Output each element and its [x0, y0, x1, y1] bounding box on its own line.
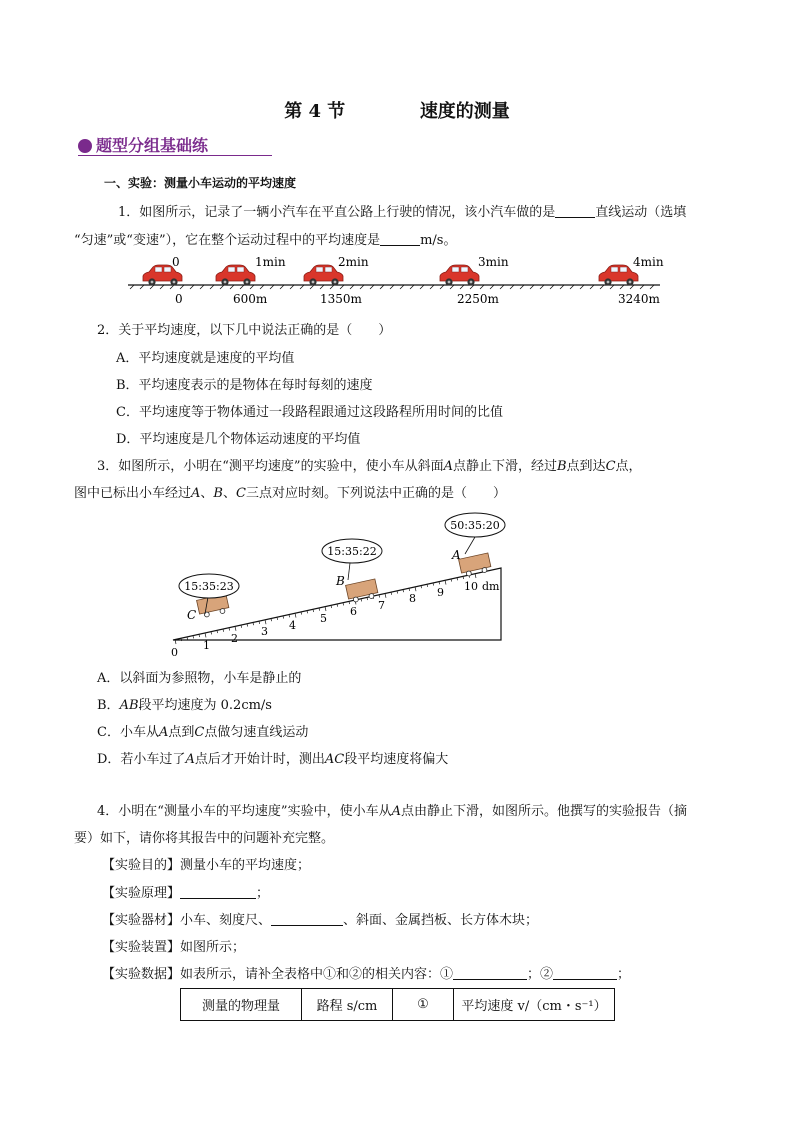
page-title [0, 97, 794, 123]
q3-text: 点， [615, 459, 642, 474]
ruler-tick-label: 7 [378, 599, 385, 612]
ruler-tick-label: 1 [203, 639, 210, 652]
table-header-cell: 测量的物理量 [181, 989, 302, 1021]
q3-text: 段平均速度将偏大 [344, 752, 449, 767]
subsection-heading: 一、实验：测量小车运动的平均速度 [104, 176, 297, 190]
q3-point-a: A [443, 459, 453, 474]
time-label: 4min [633, 255, 664, 269]
clock-time-a: 50:35:20 [450, 519, 500, 532]
clock-time-c: 15:35:23 [184, 580, 234, 593]
ruler-unit: dm [482, 580, 500, 593]
q2-option-c: C．平均速度等于物体通过一段路程跟通过这段路程所用时间的比值 [116, 405, 503, 420]
q3-line2 [74, 482, 506, 501]
ruler-tick-label: 3 [261, 625, 268, 638]
q4-text: ；② [527, 967, 554, 982]
q1-text-4: m/s。 [420, 233, 457, 248]
q3-line1 [97, 455, 642, 474]
q1-text-1: 1．如图所示，记录了一辆小汽车在平直公路上行驶的情况，该小汽车做的是 [118, 205, 556, 220]
q4-text: ； [256, 886, 270, 901]
q3-segment-ac: AC [324, 752, 345, 767]
q2-option-b: B．平均速度表示的是物体在每时每刻的速度 [116, 378, 373, 393]
bullet-dot-icon [78, 139, 92, 153]
section-title: 题型分组基础练 [96, 136, 209, 155]
q3-incline-diagram [165, 508, 510, 658]
q3-option-d [97, 748, 448, 767]
q3-text: C．小车从 [97, 725, 159, 740]
q4-tag: 【实验器材】 [102, 913, 181, 928]
clock-time-b: 15:35:22 [327, 545, 377, 558]
q4-text: 点由静止下滑，如图所示。他撰写的实验报告（摘 [400, 804, 687, 819]
distance-label: 1350m [320, 292, 362, 306]
q4-text: 测量小车的平均速度； [180, 858, 311, 873]
ruler-tick-label: 5 [320, 612, 327, 625]
q3-point-a: A [191, 486, 201, 501]
q4-data-table [180, 988, 615, 1021]
ruler-tick-label: 4 [289, 619, 296, 632]
ruler-tick-label: 8 [409, 592, 416, 605]
distance-label: 2250m [457, 292, 499, 306]
q3-text: 3．如图所示，小明在“测平均速度”的实验中，使小车从斜面 [97, 459, 444, 474]
q3-text: 点做匀速直线运动 [204, 725, 309, 740]
q4-text: 、斜面、金属挡板、长方体木块； [343, 913, 539, 928]
q3-text: 、 [200, 486, 214, 501]
title-topic: 速度的测量 [419, 101, 510, 122]
time-label: 2min [338, 255, 369, 269]
ruler-tick-label: 0 [171, 646, 178, 658]
q1-blank-2[interactable] [380, 232, 420, 246]
table-header-cell: 路程 s/cm [302, 989, 393, 1021]
q3-point-c: C [605, 459, 616, 474]
q4-text: 小车、刻度尺、 [180, 913, 272, 928]
q3-text: 点后才开始计时，测出 [194, 752, 325, 767]
q4-equipment [102, 909, 538, 928]
ruler-tick-label: 10 [464, 580, 478, 593]
q4-data [102, 963, 630, 982]
car-icon [440, 265, 479, 286]
table-header-cell: ① [393, 989, 454, 1021]
q4-setup [102, 936, 245, 955]
q1-text-3: “匀速”或“变速”），它在整个运动过程中的平均速度是 [74, 233, 381, 248]
q2-stem: 2．关于平均速度，以下几中说法正确的是（ ） [97, 323, 392, 338]
car-icon [216, 265, 255, 286]
q4-point-a: A [391, 804, 401, 819]
q4-principle-blank[interactable] [180, 885, 256, 899]
q4-tag: 【实验目的】 [102, 858, 181, 873]
distance-label: 600m [233, 292, 268, 306]
q1-blank-1[interactable] [555, 204, 595, 218]
q3-point-a: A [158, 725, 169, 740]
q3-option-b [97, 694, 272, 713]
time-label: 3min [478, 255, 509, 269]
q4-data-blank-1[interactable] [453, 966, 527, 980]
table-row [181, 989, 615, 1021]
point-label-c: C [187, 608, 197, 622]
q1-line1 [118, 201, 686, 220]
q4-text: 如图所示； [180, 940, 246, 955]
q2-option-d: D．平均速度是几个物体运动速度的平均值 [116, 432, 361, 447]
title-section-number: 第 4 节 [284, 101, 346, 122]
point-label-b: B [336, 574, 345, 588]
q3-text: D．若小车过了 [97, 752, 186, 767]
q3-point-a: A [185, 752, 195, 767]
q3-text: 点静止下滑，经过 [452, 459, 557, 474]
q3-text: 点到达 [566, 459, 606, 474]
q3-point-b: B [213, 486, 223, 501]
cart-at-b [346, 579, 379, 603]
q1-line2 [74, 229, 456, 248]
q3-point-c: C [236, 486, 246, 501]
q2-option-a: A．平均速度就是速度的平均值 [116, 351, 295, 366]
ruler-tick-label: 6 [350, 605, 357, 618]
q1-text-2: 直线运动（选填 [595, 205, 687, 220]
q4-line2: 要）如下，请你将其报告中的问题补充完整。 [74, 831, 335, 846]
q4-tag: 【实验装置】 [102, 940, 181, 955]
ruler-tick-label: 9 [437, 586, 444, 599]
q3-option-c [97, 721, 308, 740]
ruler-tick-label: 2 [231, 632, 238, 645]
q1-road-diagram [120, 250, 680, 312]
q4-equipment-blank[interactable] [271, 912, 343, 926]
q4-purpose [102, 854, 310, 873]
q4-principle [102, 882, 269, 901]
q4-text: 4．小明在“测量小车的平均速度”实验中，使小车从 [97, 804, 392, 819]
distance-label: 0 [175, 292, 183, 306]
q3-text: 、 [222, 486, 236, 501]
q4-data-blank-2[interactable] [553, 966, 617, 980]
section-underline [78, 155, 272, 156]
q3-text: 图中已标出小车经过 [74, 486, 192, 501]
q4-tag: 【实验原理】 [102, 886, 181, 901]
section-header [78, 133, 208, 156]
point-label-a: A [452, 548, 461, 562]
table-header-cell: 平均速度 v/（cm・s⁻¹） [454, 989, 615, 1021]
q4-tag: 【实验数据】 [102, 967, 181, 982]
q4-text: ； [617, 967, 631, 982]
time-label: 0 [172, 255, 180, 269]
q3-point-b: B [556, 459, 567, 474]
q3-text: B． [97, 698, 120, 713]
q4-line1 [97, 800, 687, 819]
q3-segment-ab: AB [119, 698, 139, 713]
q3-option-a: A．以斜面为参照物，小车是静止的 [97, 671, 302, 686]
distance-label: 3240m [618, 292, 660, 306]
q3-text: 段平均速度为 0.2cm/s [138, 698, 272, 713]
time-label: 1min [255, 255, 286, 269]
q4-text: 如表所示，请补全表格中①和②的相关内容：① [180, 967, 454, 982]
q3-text: 点到 [168, 725, 195, 740]
q3-text: 三点对应时刻。下列说法中正确的是（ ） [245, 486, 506, 501]
q3-point-c: C [194, 725, 205, 740]
